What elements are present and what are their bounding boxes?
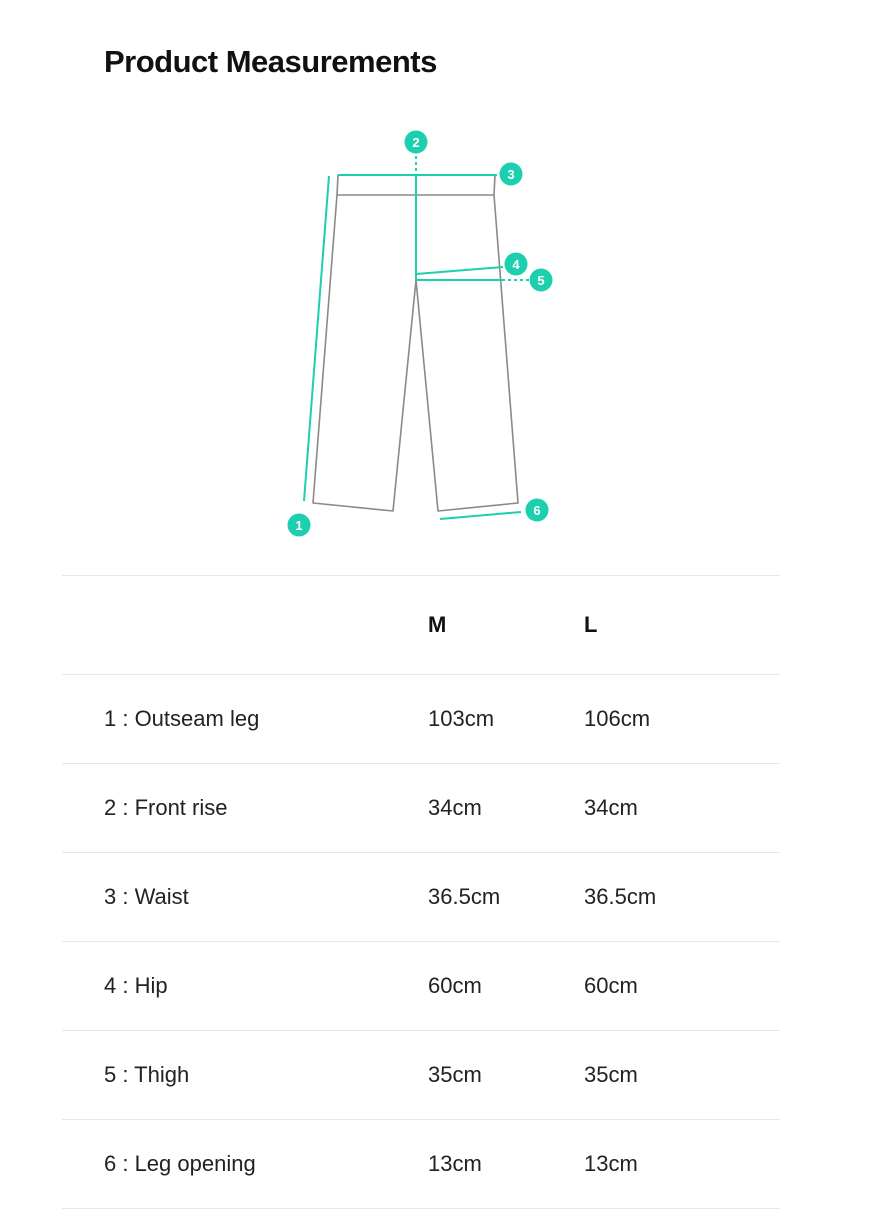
table-row (62, 674, 780, 763)
hip-line (416, 267, 503, 274)
header-size-l: L (584, 612, 598, 637)
row-value-m: 36.5cm (428, 884, 501, 909)
row-value-m: 34cm (428, 795, 482, 820)
row-value-l: 13cm (584, 1151, 638, 1176)
measurement-lines (304, 156, 530, 519)
marker-1-label: 1 (295, 518, 303, 533)
marker-4-label: 4 (512, 257, 520, 272)
marker-5-label: 5 (537, 273, 545, 288)
marker-4 (505, 253, 528, 276)
row-value-l: 36.5cm (584, 884, 657, 909)
header-size-m: M (428, 612, 447, 637)
marker-1 (288, 514, 311, 537)
marker-3-label: 3 (507, 167, 515, 182)
row-value-l: 60cm (584, 973, 638, 998)
row-value-l: 34cm (584, 795, 638, 820)
row-label: 6 : Leg opening (104, 1151, 256, 1176)
marker-6 (526, 499, 549, 522)
page-title: Product Measurements (104, 44, 437, 79)
table-row (62, 852, 780, 941)
table-row (62, 1030, 780, 1119)
row-label: 3 : Waist (104, 884, 189, 909)
row-value-m: 60cm (428, 973, 482, 998)
marker-3 (500, 163, 523, 186)
table-row (62, 941, 780, 1030)
row-label: 5 : Thigh (104, 1062, 190, 1087)
marker-5 (530, 269, 553, 292)
marker-2-label: 2 (412, 135, 420, 150)
table-row (62, 763, 780, 852)
row-value-l: 35cm (584, 1062, 638, 1087)
row-label: 4 : Hip (104, 973, 168, 998)
table-header-row (62, 575, 780, 674)
marker-2 (405, 131, 428, 154)
row-value-l: 106cm (584, 706, 651, 731)
row-value-m: 103cm (428, 706, 495, 731)
row-value-m: 13cm (428, 1151, 482, 1176)
leg-opening-line (440, 512, 521, 519)
marker-6-label: 6 (533, 503, 541, 518)
table-row (62, 1119, 780, 1209)
row-label: 2 : Front rise (104, 795, 228, 820)
row-value-m: 35cm (428, 1062, 482, 1087)
pants-measurement-diagram (0, 0, 874, 560)
measurements-table (62, 575, 780, 1209)
row-label: 1 : Outseam leg (104, 706, 260, 731)
